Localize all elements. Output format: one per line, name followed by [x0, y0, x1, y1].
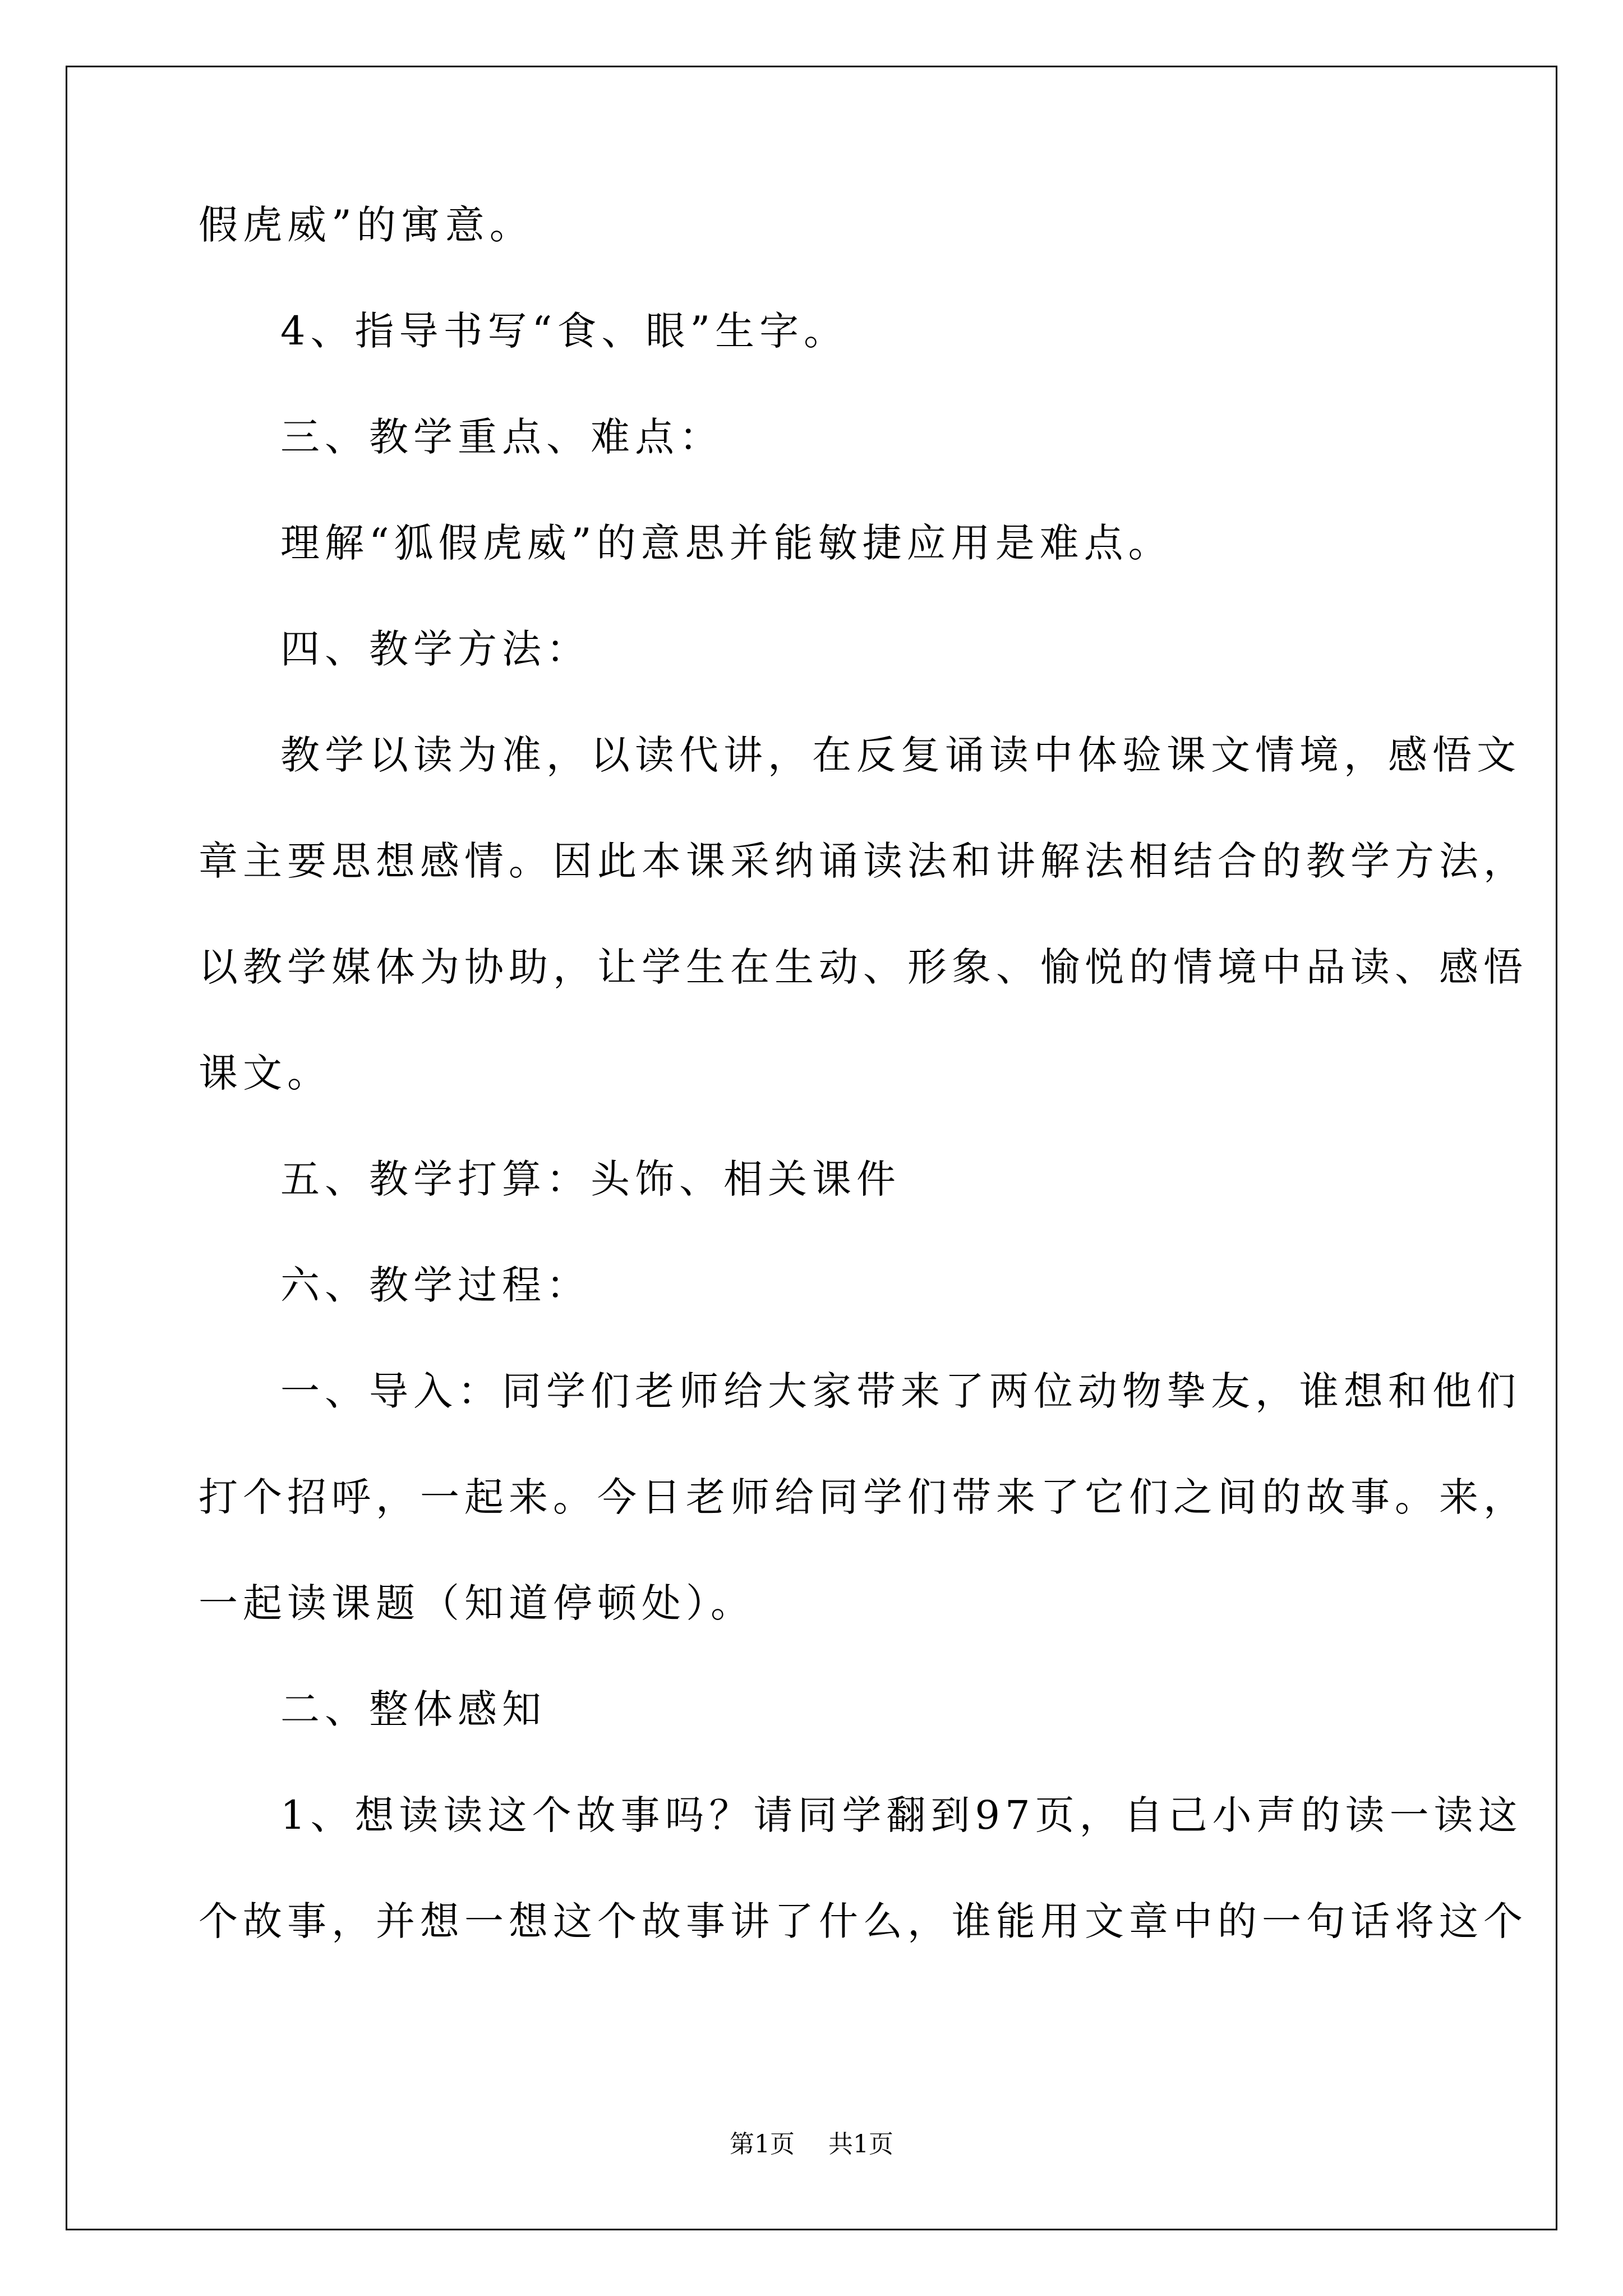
- page-footer: [0, 2124, 1623, 2160]
- section-heading: 四、教学方法：: [280, 626, 591, 672]
- text-line: 章主要思想感情。因此本课采纳诵读法和讲解法相结合的教学方法，: [199, 838, 1528, 884]
- page-total: 共1页: [828, 2130, 893, 2159]
- text-line: 4、指导书写“食、眼”生字。: [280, 308, 849, 354]
- page-number: 第1页: [730, 2130, 795, 2159]
- text-line: 假虎威”的寓意。: [199, 202, 534, 248]
- text-line: 一起读课题（知道停顿处）。: [199, 1580, 755, 1626]
- section-heading: 二、整体感知: [280, 1686, 546, 1732]
- text-line: 教学以读为准，以读代讲，在反复诵读中体验课文情境，感悟文: [280, 732, 1521, 778]
- text-line: 个故事，并想一想这个故事讲了什么，谁能用文章中的一句话将这个: [199, 1898, 1528, 1944]
- section-heading: 五、教学打算：头饰、相关课件: [280, 1156, 901, 1202]
- text-line: 打个招呼，一起来。今日老师给同学们带来了它们之间的故事。来，: [199, 1474, 1528, 1520]
- text-line: 课文。: [199, 1050, 331, 1096]
- text-line: 以教学媒体为协助，让学生在生动、形象、愉悦的情境中品读、感悟: [199, 944, 1528, 990]
- text-line: 理解“狐假虎威”的意思并能敏捷应用是难点。: [280, 520, 1173, 566]
- text-line: 1、想读读这个故事吗？请同学翻到97页，自己小声的读一读这: [280, 1792, 1523, 1838]
- text-line: 一、导入：同学们老师给大家带来了两位动物挚友，谁想和他们: [280, 1368, 1521, 1414]
- section-heading: 六、教学过程：: [280, 1262, 591, 1308]
- section-heading: 三、教学重点、难点：: [280, 414, 723, 460]
